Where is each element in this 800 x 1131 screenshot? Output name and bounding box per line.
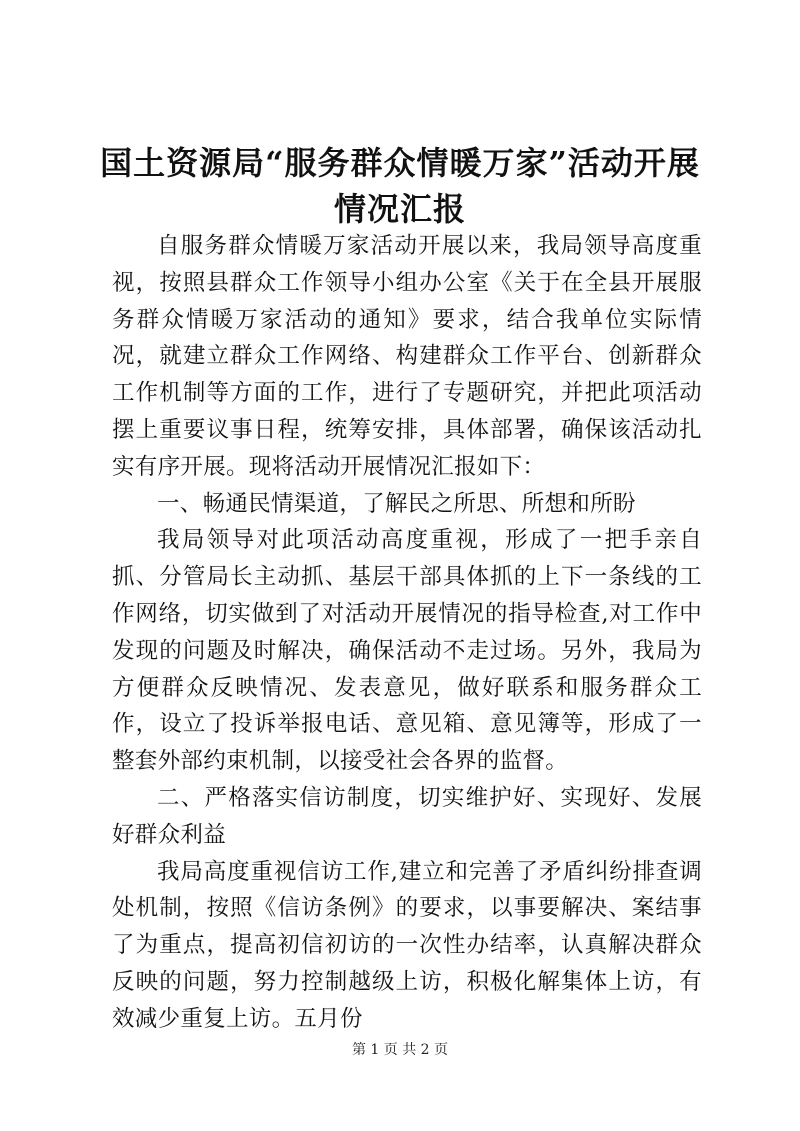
document-title: 国土资源局“服务群众情暖万家”活动开展情况汇报 <box>100 144 700 228</box>
page-number-footer: 第 1 页 共 2 页 <box>351 1042 449 1058</box>
section-heading-1: 一、畅通民情渠道，了解民之所思、所想和所盼 <box>157 490 636 517</box>
paragraph-intro: 自服务群众情暖万家活动开展以来，我局领导高度重视，按照县群众工作领导小组办公室《关于在全县开展服务群众情暖万家活动的通知》要求，结合我单位实际情况，就建立群众工作网络、构建群众工作平台、创新群众工作机制等方面的工作，进行了专题研究，并把此项活动摆上重要议事日程，统筹安排，具体部署，确保该活动扎实有序开展。现将活动开展情况汇报如下： <box>112 233 702 480</box>
paragraph-section-2: 我局高度重视信访工作,建立和完善了矛盾纠纷排查调处机制，按照《信访条例》的要求，以事要解决、案结事了为重点，提高初信初访的一次性办结率，认真解决群众反映的问题，努力控制越级上访，积极化解集体上访，有效减少重复上访。五月份 <box>112 858 702 1032</box>
paragraph-section-1: 我局领导对此项活动高度重视，形成了一把手亲自抓、分管局长主动抓、基层干部具体抓的上下一条线的工作网络，切实做到了对活动开展情况的指导检查,对工作中发现的问题及时解决，确保活动不走过场。另外，我局为方便群众反映情况、发表意见，做好联系和服务群众工作，设立了投诉举报电话、意见箱、意见簿等，形成了一整套外部约束机制，以接受社会各界的监督。 <box>112 527 702 775</box>
document-body <box>112 228 702 1038</box>
section-heading-2: 二、严格落实信访制度，切实维护好、实现好、发展好群众利益 <box>112 784 702 848</box>
